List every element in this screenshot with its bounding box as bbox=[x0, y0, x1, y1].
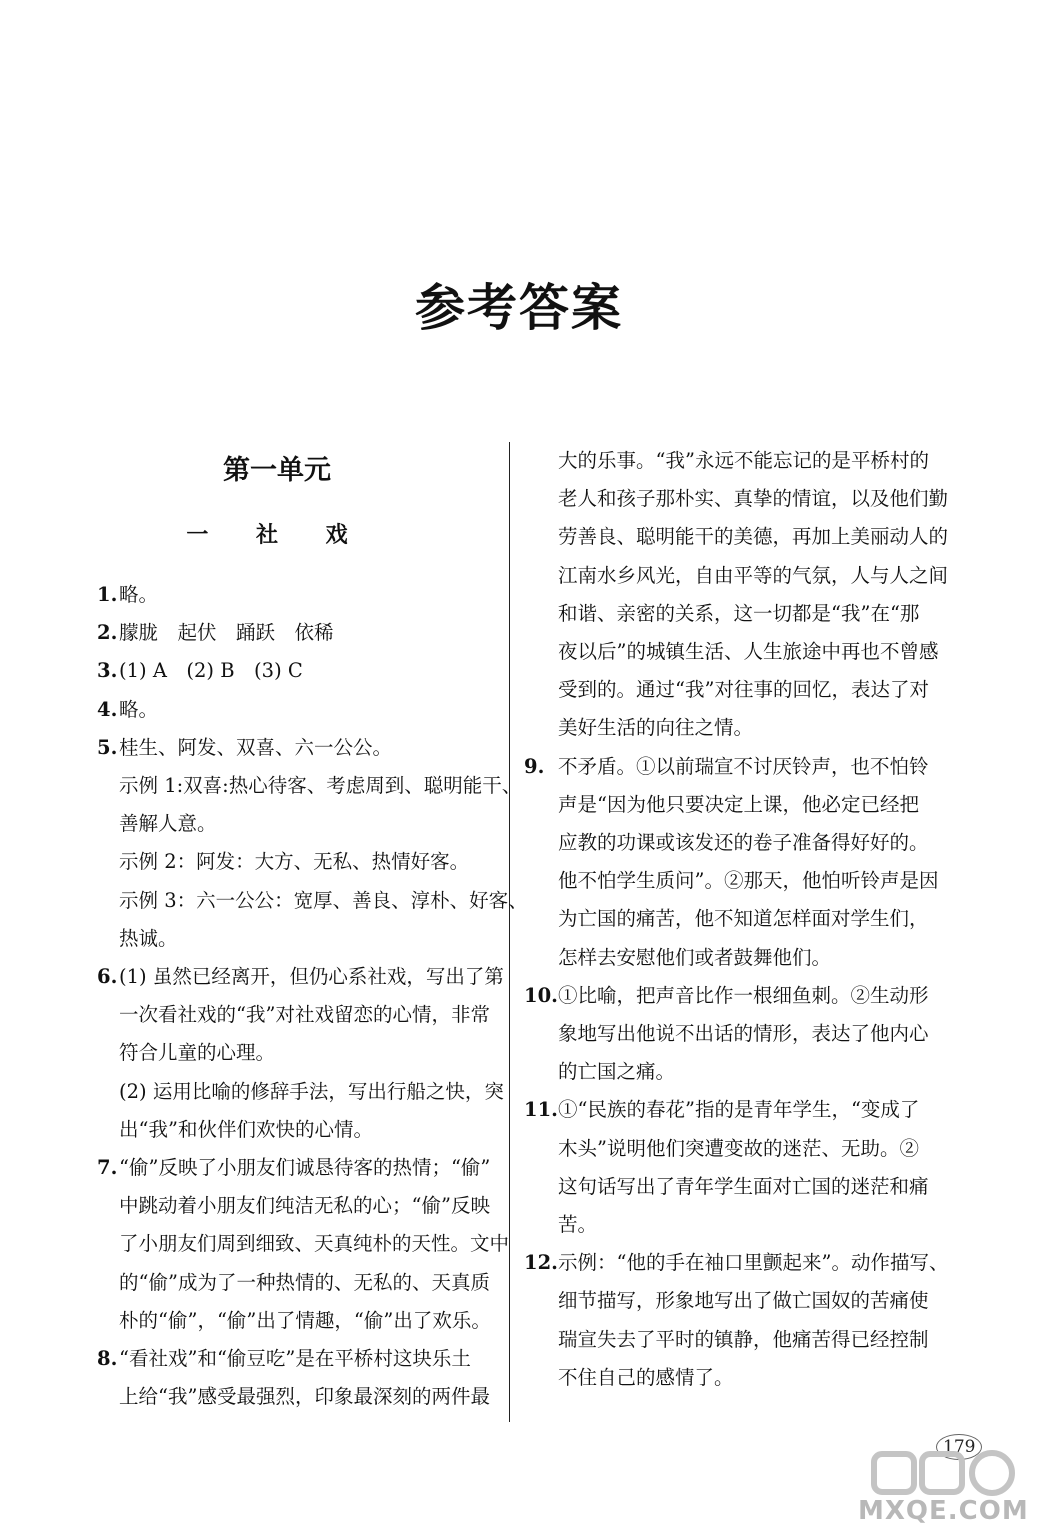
answer-line bbox=[524, 1282, 929, 1320]
page-title: 参考答案 bbox=[415, 279, 623, 337]
answer-line bbox=[524, 1130, 919, 1168]
answer-line bbox=[524, 786, 919, 824]
answer-line bbox=[97, 729, 392, 767]
answer-text: 示例 1:双喜:热心待客、考虑周到、聪明能干、 bbox=[119, 774, 522, 797]
answer-text: 大的乐事。“我”永远不能忘记的是平桥村的 bbox=[558, 449, 929, 472]
answer-line bbox=[524, 900, 929, 938]
answer-text: 略。 bbox=[119, 697, 159, 721]
answer-text: 象地写出他说不出话的情形，表达了他内心 bbox=[558, 1022, 929, 1045]
answer-line bbox=[524, 1015, 929, 1053]
answer-text: 怎样去安慰他们或者鼓舞他们。 bbox=[558, 945, 832, 969]
answer-text: 木头”说明他们突遭变故的迷茫、无助。② bbox=[558, 1136, 919, 1160]
answer-text: 符合儿童的心理。 bbox=[119, 1041, 276, 1065]
answer-line bbox=[97, 576, 158, 614]
answer-line bbox=[524, 518, 948, 556]
answer-text: “看社戏”和“偷豆吃”是在平桥村这块乐土 bbox=[119, 1347, 471, 1370]
question-number: 1. bbox=[97, 583, 118, 606]
question-number: 11. bbox=[524, 1098, 558, 1122]
answer-line bbox=[97, 958, 504, 996]
answer-line bbox=[524, 1053, 675, 1091]
answer-line bbox=[524, 824, 929, 862]
answer-line bbox=[97, 691, 158, 729]
page-number: 179 bbox=[936, 1434, 982, 1460]
question-number: 12. bbox=[524, 1251, 558, 1275]
question-number: 7. bbox=[97, 1156, 118, 1179]
answer-line bbox=[524, 709, 753, 747]
answer-line bbox=[97, 1340, 471, 1378]
answer-text: 老人和孩子那朴实、真挚的情谊，以及他们勤 bbox=[558, 487, 949, 511]
answer-text: 朦胧 起伏 踊跃 依稀 bbox=[119, 621, 334, 645]
answer-text: 桂生、阿发、双喜、六一公公。 bbox=[119, 735, 393, 759]
answer-text: 为亡国的痛苦，他不知道怎样面对学生们， bbox=[558, 907, 929, 931]
answer-text: 了小朋友们周到细致、天真纯朴的天性。文中 bbox=[119, 1232, 510, 1256]
answer-line bbox=[524, 1321, 929, 1359]
answer-line bbox=[524, 1168, 929, 1206]
answer-text: 声是“因为他只要决定上课，他必定已经把 bbox=[558, 792, 919, 816]
question-number: 3. bbox=[97, 659, 118, 683]
answer-line bbox=[97, 1264, 490, 1302]
answer-text: ①“民族的春花”指的是青年学生，“变成了 bbox=[558, 1098, 920, 1122]
answer-line bbox=[97, 1073, 504, 1111]
answer-text: 不矛盾。①以前瑞宣不讨厌铃声，也不怕铃 bbox=[558, 754, 929, 778]
answer-text: 略。 bbox=[119, 583, 159, 606]
answer-text: (2) 运用比喻的修辞手法，写出行船之快，突 bbox=[119, 1079, 504, 1103]
answer-text: 和谐、亲密的关系，这一切都是“我”在“那 bbox=[558, 601, 920, 625]
answer-text: 的亡国之痛。 bbox=[558, 1060, 676, 1084]
question-number: 5. bbox=[97, 735, 118, 759]
answer-text: 瑞宣失去了平时的镇静，他痛苦得已经控制 bbox=[558, 1327, 929, 1351]
answer-line bbox=[524, 862, 938, 900]
answer-line bbox=[97, 1378, 490, 1416]
answer-line bbox=[524, 633, 938, 671]
lesson-title: 一 社 戏 bbox=[186, 522, 368, 548]
answer-text: (1) A (2) B (3) C bbox=[119, 659, 303, 683]
answer-line bbox=[97, 920, 178, 958]
question-number: 6. bbox=[97, 965, 118, 988]
answer-line bbox=[524, 1091, 919, 1129]
question-number: 8. bbox=[97, 1347, 118, 1370]
answer-line bbox=[97, 1034, 275, 1072]
answer-text: 苦。 bbox=[558, 1213, 598, 1236]
answer-text: (1) 虽然已经离开，但仍心系社戏，写出了第 bbox=[119, 965, 504, 988]
answer-text: 的“偷”成为了一种热情的、无私的、天真质 bbox=[119, 1270, 490, 1294]
answer-line bbox=[524, 977, 929, 1015]
question-number: 9. bbox=[524, 754, 545, 778]
answer-line bbox=[97, 843, 469, 881]
answer-text: 不住自己的感情了。 bbox=[558, 1365, 734, 1389]
answer-text: 他不怕学生质问”。②那天，他怕听铃声是因 bbox=[558, 869, 939, 893]
answer-line bbox=[97, 1149, 490, 1187]
question-number: 2. bbox=[97, 621, 118, 645]
answer-line bbox=[97, 1187, 490, 1225]
answer-text: 中跳动着小朋友们纯洁无私的心；“偷”反映 bbox=[119, 1194, 490, 1218]
answer-line bbox=[97, 882, 528, 920]
answer-text: 上给“我”感受最强烈，印象最深刻的两件最 bbox=[119, 1385, 490, 1409]
answer-line bbox=[97, 767, 521, 805]
answer-text: “偷”反映了小朋友们诚恳待客的热情；“偷” bbox=[119, 1156, 491, 1179]
answer-text: 示例 2：阿发：大方、无私、热情好客。 bbox=[119, 850, 470, 874]
answer-text: 这句话写出了青年学生面对亡国的迷茫和痛 bbox=[558, 1174, 929, 1198]
answer-text: 出“我”和伙伴们欢快的心情。 bbox=[119, 1117, 373, 1141]
answer-line bbox=[97, 1111, 373, 1149]
answer-text: 一次看社戏的“我”对社戏留恋的心情，非常 bbox=[119, 1003, 490, 1027]
answer-line bbox=[524, 480, 948, 518]
answer-text: ①比喻，把声音比作一根细鱼刺。②生动形 bbox=[558, 983, 929, 1007]
answer-text: 善解人意。 bbox=[119, 812, 217, 836]
answer-line bbox=[524, 1244, 948, 1282]
answer-text: 细节描写，形象地写出了做亡国奴的苦痛使 bbox=[558, 1289, 929, 1313]
answer-text: 示例 3：六一公公：宽厚、善良、淳朴、好客、 bbox=[119, 888, 528, 912]
answer-text: 劳善良、聪明能干的美德，再加上美丽动人的 bbox=[558, 525, 949, 549]
answer-line bbox=[97, 1302, 491, 1340]
question-number: 4. bbox=[97, 697, 118, 721]
answer-text: 示例：“他的手在袖口里颤起来”。动作描写、 bbox=[558, 1251, 949, 1275]
answer-line bbox=[524, 671, 929, 709]
answer-text: 美好生活的向往之情。 bbox=[558, 716, 754, 740]
answer-line bbox=[97, 652, 303, 690]
question-number: 10. bbox=[524, 983, 558, 1007]
answer-line bbox=[524, 1359, 734, 1397]
answer-text: 江南水乡风光，自由平等的气氛，人与人之间 bbox=[558, 563, 949, 587]
answer-text: 夜以后”的城镇生活、人生旅途中再也不曾感 bbox=[558, 640, 939, 663]
answer-text: 朴的“偷”，“偷”出了情趣，“偷”出了欢乐。 bbox=[119, 1308, 491, 1332]
answer-text: 受到的。通过“我”对往事的回忆，表达了对 bbox=[558, 678, 929, 702]
answer-line bbox=[97, 614, 334, 652]
answer-line bbox=[524, 595, 919, 633]
answer-line bbox=[97, 1225, 509, 1263]
column-divider bbox=[509, 442, 510, 1422]
answer-text: 应教的功课或该发还的卷子准备得好好的。 bbox=[558, 831, 929, 854]
watermark-text: MXQE.COM bbox=[858, 1496, 1029, 1526]
answer-line bbox=[524, 442, 929, 480]
answer-line bbox=[524, 748, 929, 786]
answer-line bbox=[97, 805, 217, 843]
answer-line bbox=[524, 557, 948, 595]
unit-title: 第一单元 bbox=[223, 455, 331, 486]
answer-text: 热诚。 bbox=[119, 926, 178, 950]
answer-line bbox=[524, 1206, 597, 1244]
answer-line bbox=[524, 939, 831, 977]
answer-line bbox=[97, 996, 490, 1034]
